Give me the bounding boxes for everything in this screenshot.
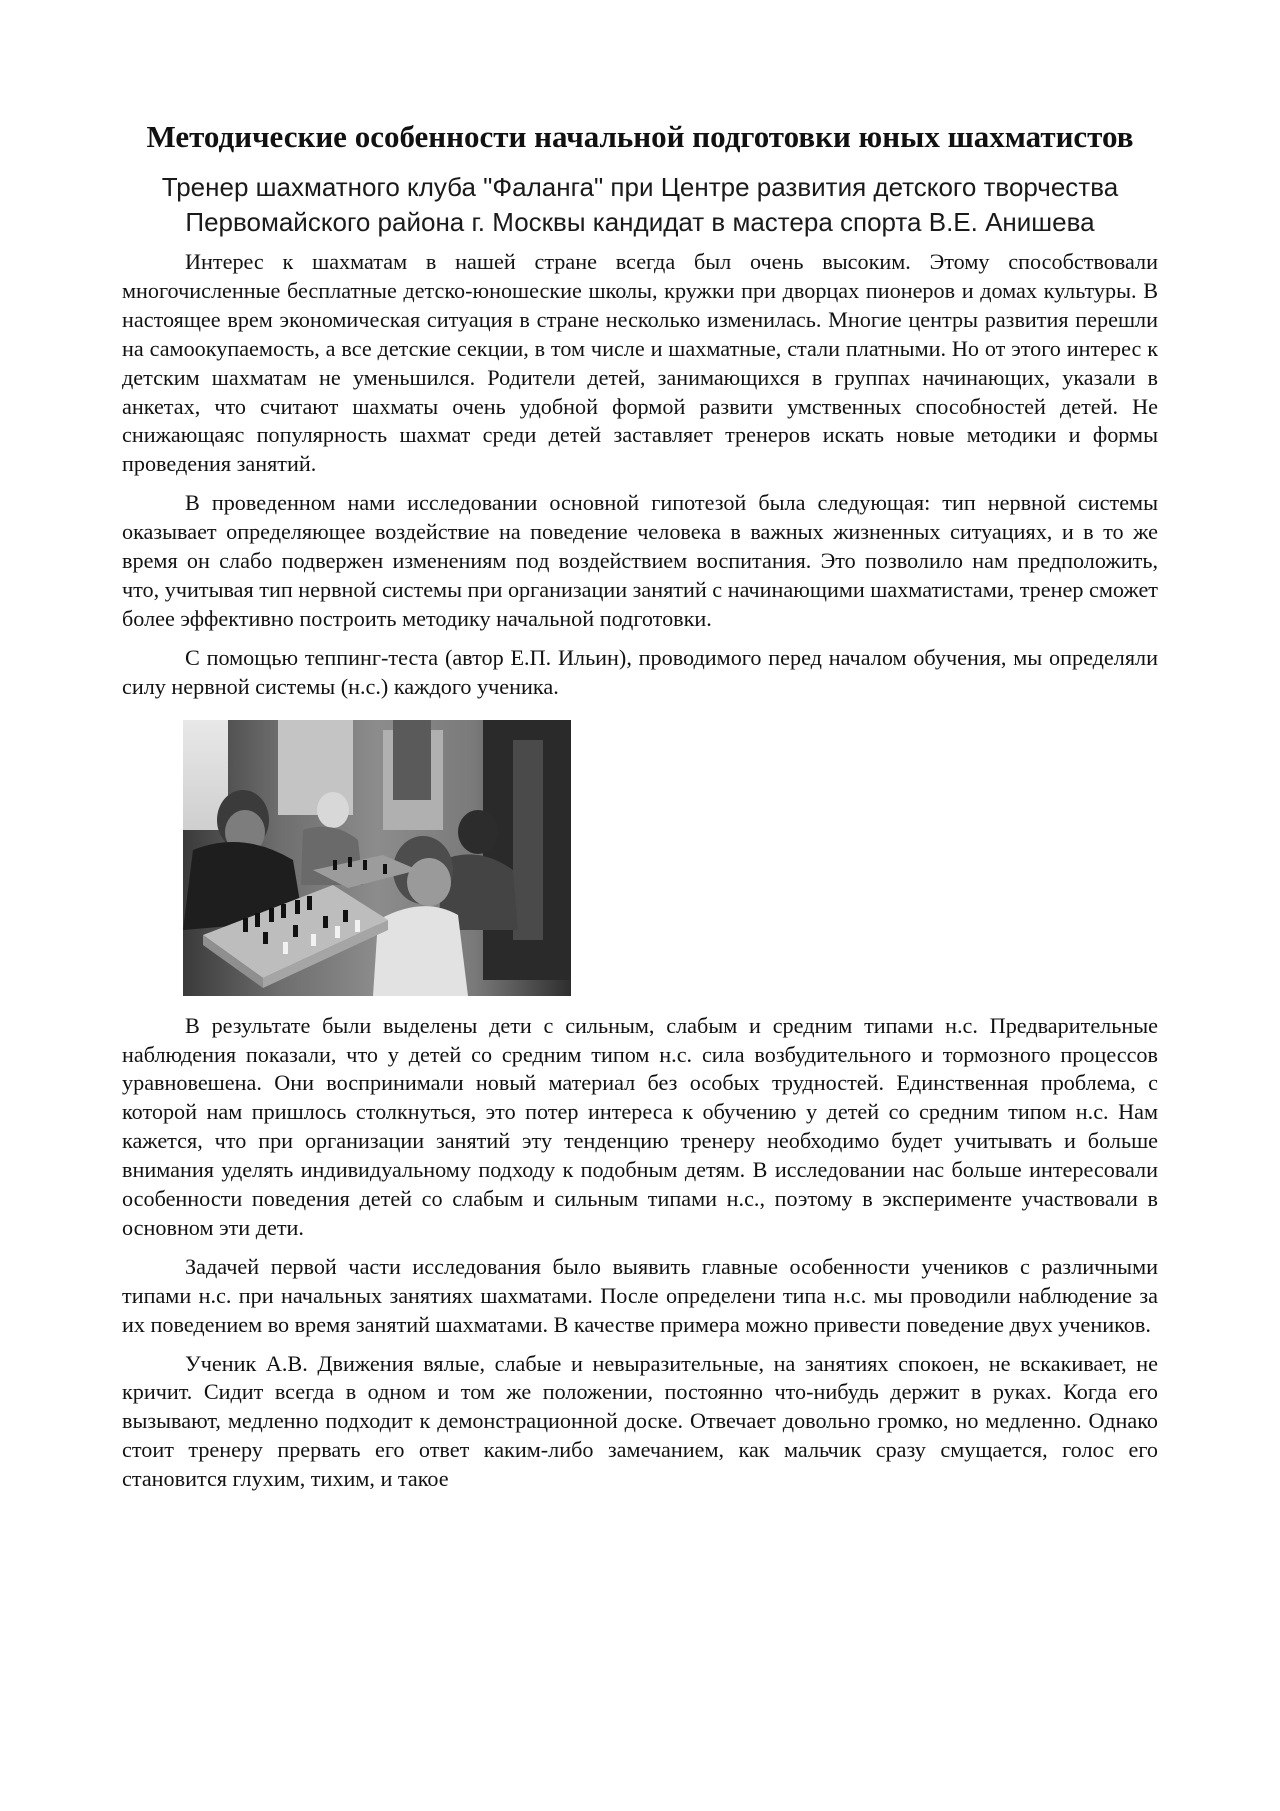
paragraph-intro: Интерес к шахматам в нашей стране всегда был очень высоким. Этому способствовали многочисленные бесплатные детско-юношеские школы, кружки при дворцах пионеров и домах культуры. В настоящее врем экономическая ситуация в стране несколько изменилась. Многие центры развития перешли на самоокупаемость, а все детские секции, в том числе и шахматные, стали платными. Но от этого интерес к детским шахматам не уменьшился. Родители детей, занимающихся в группах начинающих, указали в анкетах, что считают шахматы очень удобной формой развити умственных способностей детей. Не снижающаяс популярность шахмат среди детей заставляет тренеров искать новые методики и формы проведения занятий. [122, 249, 1158, 477]
document-title: Методические особенности начальной подготовки юных шахматистов [146, 119, 1134, 154]
paragraph-results: В результате были выделены дети с сильным, слабым и средним типами н.с. Предварительные наблюдения показали, что у детей со средним типом н.с. сила возбудительного и тормозного процессов уравновешена. Они воспринимали новый материал без особых трудностей. Единственная проблема, с которой нам пришлось столкнуться, это потер интереса к обучению у детей со средним типом н.с. Нам кажется, что при организации занятий эту тенденцию тренеру необходимо будет учитывать и больше внимания уделять индивидуальному подходу к подобным детям. В исследовании нас больше интересовали особенности поведения детей со слабым и сильным типами н.с., поэтому в эксперименте участвовали в основном эти дети. [122, 1012, 1158, 1240]
paragraph-hypothesis: В проведенном нами исследовании основной гипотезой была следующая: тип нервной системы оказывает определяющее воздействие на поведение человека в важных жизненных ситуациях, и в то же время он слабо подвержен изменениям под воздействием воспитания. Это позволило нам предположить, что, учитывая тип нервной системы при организации занятий с начинающими шахматистами, тренер сможет более эффективно построить методику начальной подготовки. [122, 490, 1158, 631]
chess-class-photo [183, 720, 571, 996]
document-subtitle: Тренер шахматного клуба "Фаланга" при Центре развития детского творчества Первомайского района г. Москвы кандидат в мастера спорта В.Е. Анишева [161, 172, 1119, 237]
document-page [122, 118, 1158, 1504]
paragraph-student-av: Ученик А.В. Движения вялые, слабые и невыразительные, на занятиях спокоен, не вскакивает, не кричит. Сидит всегда в одном и том же положении, постоянно что-нибудь держит в руках. Когда его вызывают, медленно подходит к демонстрационной доске. Отвечает довольно громко, но медленно. Однако стоит тренеру прервать его ответ каким-либо замечанием, как мальчик сразу смущается, голос его становится глухим, тихим, и такое [122, 1350, 1158, 1492]
paragraph-task: Задачей первой части исследования было выявить главные особенности учеников с различными типами н.с. при начальных занятиях шахматами. После определени типа н.с. мы проводили наблюдение за их поведением во время занятий шахматами. В качестве примера можно привести поведение двух учеников. [122, 1253, 1158, 1337]
paragraph-tapping-test: С помощью теппинг-теста (автор Е.П. Ильин), проводимого перед началом обучения, мы определяли силу нервной системы (н.с.) каждого ученика. [122, 644, 1158, 699]
